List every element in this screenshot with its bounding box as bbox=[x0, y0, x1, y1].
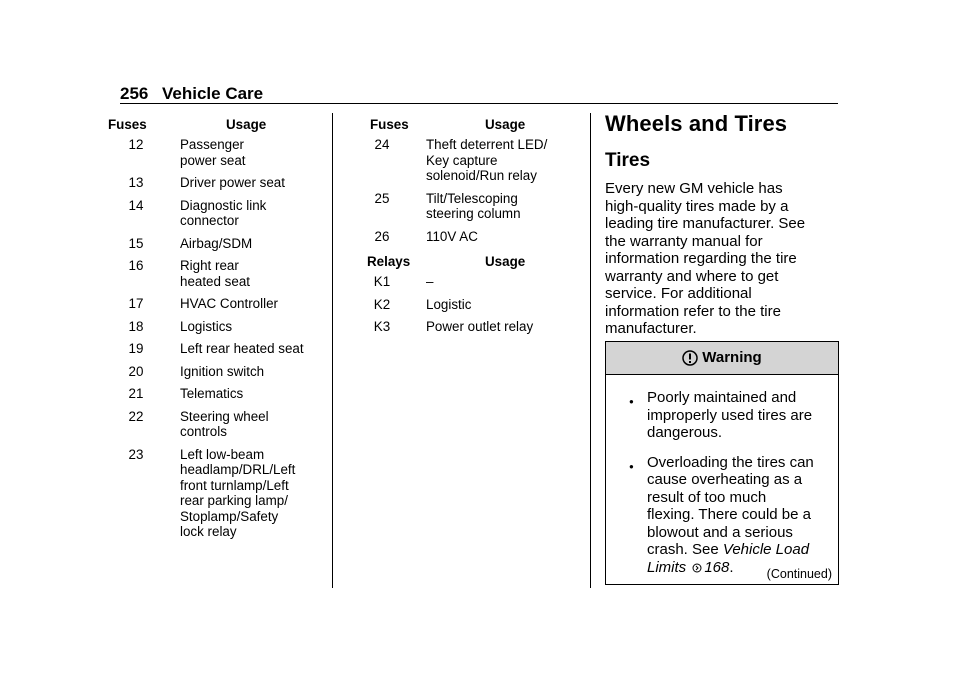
table-row bbox=[352, 297, 580, 313]
usage-line: Right rear bbox=[180, 258, 239, 273]
usage-line: Ignition switch bbox=[180, 363, 265, 379]
text-line: Poorly maintained and bbox=[647, 389, 797, 406]
text-line: information refer to the tire bbox=[605, 302, 781, 320]
usage-line: Logistics bbox=[180, 318, 233, 334]
warning-item-2-ref-line: Limits 168. bbox=[647, 558, 734, 576]
row-number: 26 bbox=[374, 228, 390, 244]
row-number: 12 bbox=[128, 137, 144, 152]
vehicle-load-link[interactable]: Vehicle Load bbox=[722, 541, 810, 558]
row-usage bbox=[180, 341, 330, 357]
usage-line: Steering wheel bbox=[180, 408, 269, 424]
row-usage bbox=[180, 175, 330, 191]
usage-line: Passenger bbox=[180, 137, 245, 152]
table-row bbox=[106, 341, 330, 357]
usage-header: Usage bbox=[226, 117, 267, 132]
warning-header bbox=[606, 342, 838, 375]
warning-icon bbox=[682, 350, 698, 366]
usage-line: front turnlamp/Left bbox=[180, 477, 289, 493]
text-line: high-quality tires made by a bbox=[605, 197, 789, 215]
relay-table-header bbox=[352, 254, 580, 274]
table-row bbox=[352, 319, 580, 335]
continued-note: (Continued) bbox=[766, 567, 832, 581]
text-line: the warranty manual for bbox=[605, 232, 763, 250]
row-usage bbox=[426, 297, 580, 313]
usage-line: rear parking lamp/ bbox=[180, 493, 288, 508]
text-line: service. For additional bbox=[605, 285, 752, 302]
usage-line: Driver power seat bbox=[180, 175, 285, 190]
row-number: 14 bbox=[128, 197, 144, 213]
row-number: K3 bbox=[373, 319, 391, 334]
usage-line: 110V AC bbox=[426, 228, 478, 244]
usage-line: headlamp/DRL/Left bbox=[180, 462, 296, 477]
table-row bbox=[106, 386, 330, 402]
table-row bbox=[106, 175, 330, 191]
warning-title: Warning bbox=[702, 349, 762, 366]
table-row bbox=[352, 274, 580, 290]
row-number: 17 bbox=[128, 296, 144, 311]
table-row bbox=[352, 191, 580, 222]
fuse-rows bbox=[352, 137, 580, 244]
relays-header: Relays bbox=[367, 254, 411, 269]
table-header bbox=[352, 117, 580, 137]
warning-item-2 bbox=[629, 453, 832, 577]
column-divider-1 bbox=[332, 113, 333, 588]
text-line: warranty and where to get bbox=[605, 267, 779, 285]
text-line: cause overheating as a bbox=[647, 471, 803, 488]
row-number: 15 bbox=[128, 235, 144, 251]
row-usage bbox=[180, 447, 330, 540]
table-row bbox=[106, 296, 330, 312]
usage-line: – bbox=[426, 274, 434, 289]
usage-line: Left rear heated seat bbox=[180, 341, 304, 356]
text-line: flexing. There could be a bbox=[647, 506, 811, 523]
intro-paragraph bbox=[605, 180, 839, 338]
table-row bbox=[352, 229, 580, 245]
warning-item-2-see-line: crash. See Vehicle Load bbox=[647, 541, 810, 558]
text-line: information regarding the tire bbox=[605, 250, 797, 267]
usage-line: Power outlet relay bbox=[426, 319, 534, 334]
text-line: Overloading the tires can bbox=[647, 453, 814, 471]
usage-line: connector bbox=[180, 213, 239, 228]
usage-header: Usage bbox=[485, 117, 526, 132]
text-line: result of too much bbox=[647, 488, 767, 506]
subsection-heading: Tires bbox=[605, 150, 651, 171]
usage-line: controls bbox=[180, 424, 227, 439]
row-usage bbox=[180, 296, 330, 312]
fuse-table-left bbox=[106, 117, 330, 547]
usage-header: Usage bbox=[485, 254, 526, 269]
table-header bbox=[106, 117, 330, 137]
row-number: K2 bbox=[373, 296, 391, 312]
row-usage bbox=[426, 274, 580, 290]
usage-line: Diagnostic link bbox=[180, 197, 267, 213]
page-header bbox=[120, 84, 838, 104]
fuses-header: Fuses bbox=[108, 117, 147, 132]
row-number: 20 bbox=[128, 363, 144, 379]
row-number: 21 bbox=[128, 386, 144, 401]
bullet-icon: ● bbox=[629, 397, 634, 406]
row-usage bbox=[180, 364, 330, 380]
fuses-header: Fuses bbox=[370, 117, 409, 132]
page-reference[interactable]: 168 bbox=[704, 558, 730, 576]
usage-line: lock relay bbox=[180, 524, 237, 539]
text-line: improperly used tires are bbox=[647, 406, 813, 424]
usage-line: HVAC Controller bbox=[180, 296, 278, 311]
table-row bbox=[106, 447, 330, 540]
table-row bbox=[106, 409, 330, 440]
row-usage bbox=[180, 258, 330, 289]
table-row bbox=[106, 319, 330, 335]
row-usage bbox=[180, 137, 330, 168]
section-title: Vehicle Care bbox=[162, 84, 264, 103]
fuse-table-right bbox=[352, 117, 580, 342]
row-number: 19 bbox=[128, 341, 144, 356]
fuse-rows bbox=[106, 137, 330, 540]
row-number: 23 bbox=[128, 446, 144, 462]
header-rule bbox=[120, 103, 838, 104]
table-row bbox=[106, 236, 330, 252]
bullet-icon: ● bbox=[629, 461, 634, 471]
row-number: 24 bbox=[374, 137, 390, 152]
usage-line: Key capture bbox=[426, 152, 498, 168]
text-line: blowout and a serious bbox=[647, 523, 793, 541]
table-row bbox=[352, 137, 580, 184]
limits-link[interactable]: Limits bbox=[647, 558, 687, 576]
usage-line: steering column bbox=[426, 206, 521, 221]
row-number: 22 bbox=[128, 408, 144, 424]
text-line: dangerous. bbox=[647, 424, 723, 441]
page-reference-icon bbox=[692, 563, 702, 573]
row-usage bbox=[180, 386, 330, 402]
usage-line: Theft deterrent LED/ bbox=[426, 137, 548, 152]
row-usage bbox=[180, 319, 330, 335]
text-line: manufacturer. bbox=[605, 320, 697, 337]
row-number: 13 bbox=[128, 175, 144, 190]
table-row bbox=[106, 364, 330, 380]
column-divider-2 bbox=[590, 113, 591, 588]
wheels-and-tires-section bbox=[605, 108, 839, 338]
row-usage bbox=[180, 198, 330, 229]
usage-line: Telematics bbox=[180, 386, 244, 401]
row-number: K1 bbox=[373, 274, 391, 289]
warning-box bbox=[605, 341, 839, 585]
text-line: Every new GM vehicle has bbox=[605, 180, 783, 197]
usage-line: Left low-beam bbox=[180, 446, 265, 462]
page-number: 256 bbox=[120, 84, 149, 103]
usage-line: solenoid/Run relay bbox=[426, 168, 537, 183]
table-row bbox=[106, 137, 330, 168]
warning-item-1 bbox=[629, 389, 832, 442]
row-number: 18 bbox=[128, 318, 144, 334]
usage-line: Stoplamp/Safety bbox=[180, 508, 279, 524]
row-usage bbox=[426, 319, 580, 335]
row-usage bbox=[426, 229, 580, 245]
row-number: 16 bbox=[128, 258, 144, 273]
usage-line: Tilt/Telescoping bbox=[426, 190, 518, 206]
table-row bbox=[106, 258, 330, 289]
row-usage bbox=[180, 409, 330, 440]
table-row bbox=[106, 198, 330, 229]
usage-line: power seat bbox=[180, 152, 246, 168]
usage-line: Airbag/SDM bbox=[180, 235, 253, 251]
section-heading: Wheels and Tires bbox=[605, 111, 788, 136]
row-usage bbox=[180, 236, 330, 252]
row-number: 25 bbox=[374, 190, 390, 206]
usage-line: heated seat bbox=[180, 273, 250, 289]
text-line: leading tire manufacturer. See bbox=[605, 215, 806, 232]
relay-rows bbox=[352, 274, 580, 335]
row-usage bbox=[426, 137, 580, 184]
usage-line: Logistic bbox=[426, 296, 472, 312]
row-usage bbox=[426, 191, 580, 222]
